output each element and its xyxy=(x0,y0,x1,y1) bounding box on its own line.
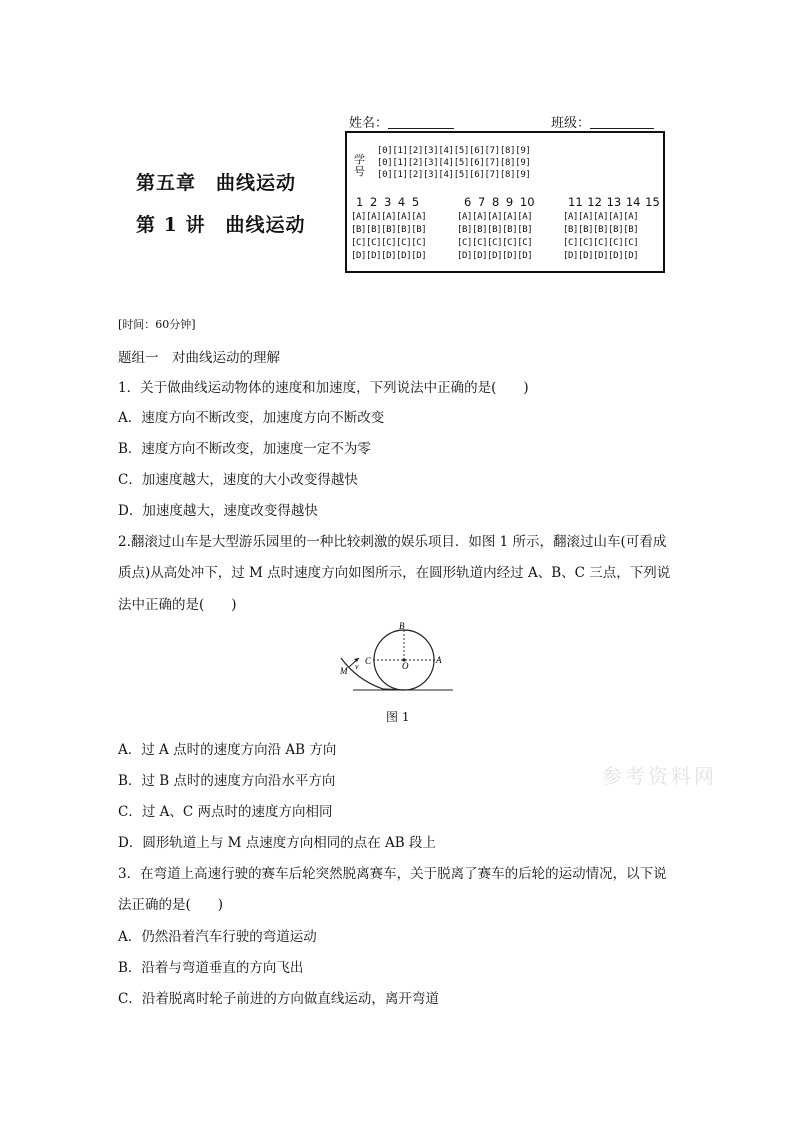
option-row[interactable]: [C][C][C][C][C] xyxy=(351,238,427,248)
ramp-track xyxy=(341,658,404,690)
option-row[interactable]: [A][A][A][A][A] xyxy=(457,212,533,222)
answer-card xyxy=(345,131,665,273)
question-2-stem-line: 2.翻滚过山车是大型游乐园里的一种比较刺激的娱乐项目．如图 1 所示，翻滚过山车(可看成 xyxy=(118,534,667,550)
option-row[interactable]: [A][A][A][A][A] xyxy=(351,212,427,222)
question-2-stem-line: 质点)从高处冲下，过 M 点时速度方向如图所示，在圆形轨道内经过 A、B、C 三点，下列说 xyxy=(118,565,671,581)
option-row[interactable]: [C][C][C][C][C] xyxy=(457,238,533,248)
question-2-option-c: C．过 A、C 两点时的速度方向相同 xyxy=(118,804,333,820)
watermark: 参考资料网 xyxy=(602,764,717,788)
lesson-title: 第 1 讲 曲线运动 xyxy=(136,214,306,236)
label-b: B xyxy=(399,621,405,631)
class-field xyxy=(551,112,654,131)
option-row[interactable]: [C][C][C][C][C] xyxy=(563,238,639,248)
student-no-label: 学号 xyxy=(354,153,365,178)
student-no-row[interactable]: [0][1][2][3][4][5][6][7][8][9] xyxy=(377,146,531,156)
class-label: 班级： xyxy=(551,116,591,131)
option-row[interactable]: [B][B][B][B][B] xyxy=(457,225,533,235)
question-numbers-1-5: 1 2 3 4 5 xyxy=(356,195,420,209)
label-o: O xyxy=(402,661,409,671)
question-3-option-c: C．沿着脱离时轮子前进的方向做直线运动，离开弯道 xyxy=(118,991,439,1007)
question-1-option-b: B．速度方向不断改变，加速度一定不为零 xyxy=(118,441,371,457)
option-row[interactable]: [D][D][D][D][D] xyxy=(457,251,533,261)
option-row[interactable]: [D][D][D][D][D] xyxy=(563,251,639,261)
name-blank[interactable] xyxy=(388,116,454,129)
label-c: C xyxy=(365,656,372,666)
figure-caption: 图 1 xyxy=(386,710,410,724)
option-row[interactable]: [B][B][B][B][B] xyxy=(351,225,427,235)
question-2-option-d: D．圆形轨道上与 M 点速度方向相同的点在 AB 段上 xyxy=(118,835,436,851)
option-row[interactable]: [A][A][A][A][A] xyxy=(563,212,639,222)
class-blank[interactable] xyxy=(590,116,654,129)
question-1-option-d: D．加速度越大，速度改变得越快 xyxy=(118,503,318,519)
student-no-row[interactable]: [0][1][2][3][4][5][6][7][8][9] xyxy=(377,158,531,168)
roller-coaster-figure xyxy=(335,618,460,698)
question-2-option-b: B．过 B 点时的速度方向沿水平方向 xyxy=(118,773,336,789)
group-title: 题组一 对曲线运动的理解 xyxy=(118,350,280,366)
student-no-row[interactable]: [0][1][2][3][4][5][6][7][8][9] xyxy=(377,170,531,180)
question-numbers-11-15: 11 12 13 14 15 xyxy=(568,195,660,209)
label-v: v xyxy=(355,662,359,671)
label-a: A xyxy=(436,655,442,665)
question-3-option-a: A．仍然沿着汽车行驶的弯道运动 xyxy=(118,929,317,945)
question-2-option-a: A．过 A 点时的速度方向沿 AB 方向 xyxy=(118,742,337,758)
question-3-stem-line: 3．在弯道上高速行驶的赛车后轮突然脱离赛车，关于脱离了赛车的后轮的运动情况，以下说 xyxy=(118,866,667,882)
name-field xyxy=(349,112,454,131)
label-m: M xyxy=(340,666,348,676)
question-1-stem: 1．关于做曲线运动物体的速度和加速度，下列说法中正确的是( ) xyxy=(118,380,529,396)
question-numbers-6-10: 6 7 8 9 10 xyxy=(464,195,535,209)
option-row[interactable]: [D][D][D][D][D] xyxy=(351,251,427,261)
chapter-title: 第五章 曲线运动 xyxy=(136,172,297,194)
question-2-stem-line: 法中正确的是( ) xyxy=(118,597,237,613)
question-3-stem-line: 法正确的是( ) xyxy=(118,897,224,913)
name-label: 姓名： xyxy=(349,116,389,131)
time-note: [时间：60分钟] xyxy=(118,318,196,331)
question-1-option-a: A．速度方向不断改变，加速度方向不断改变 xyxy=(118,410,385,426)
question-3-option-b: B．沿着与弯道垂直的方向飞出 xyxy=(118,960,304,976)
question-1-option-c: C．加速度越大，速度的大小改变得越快 xyxy=(118,472,358,488)
option-row[interactable]: [B][B][B][B][B] xyxy=(563,225,639,235)
